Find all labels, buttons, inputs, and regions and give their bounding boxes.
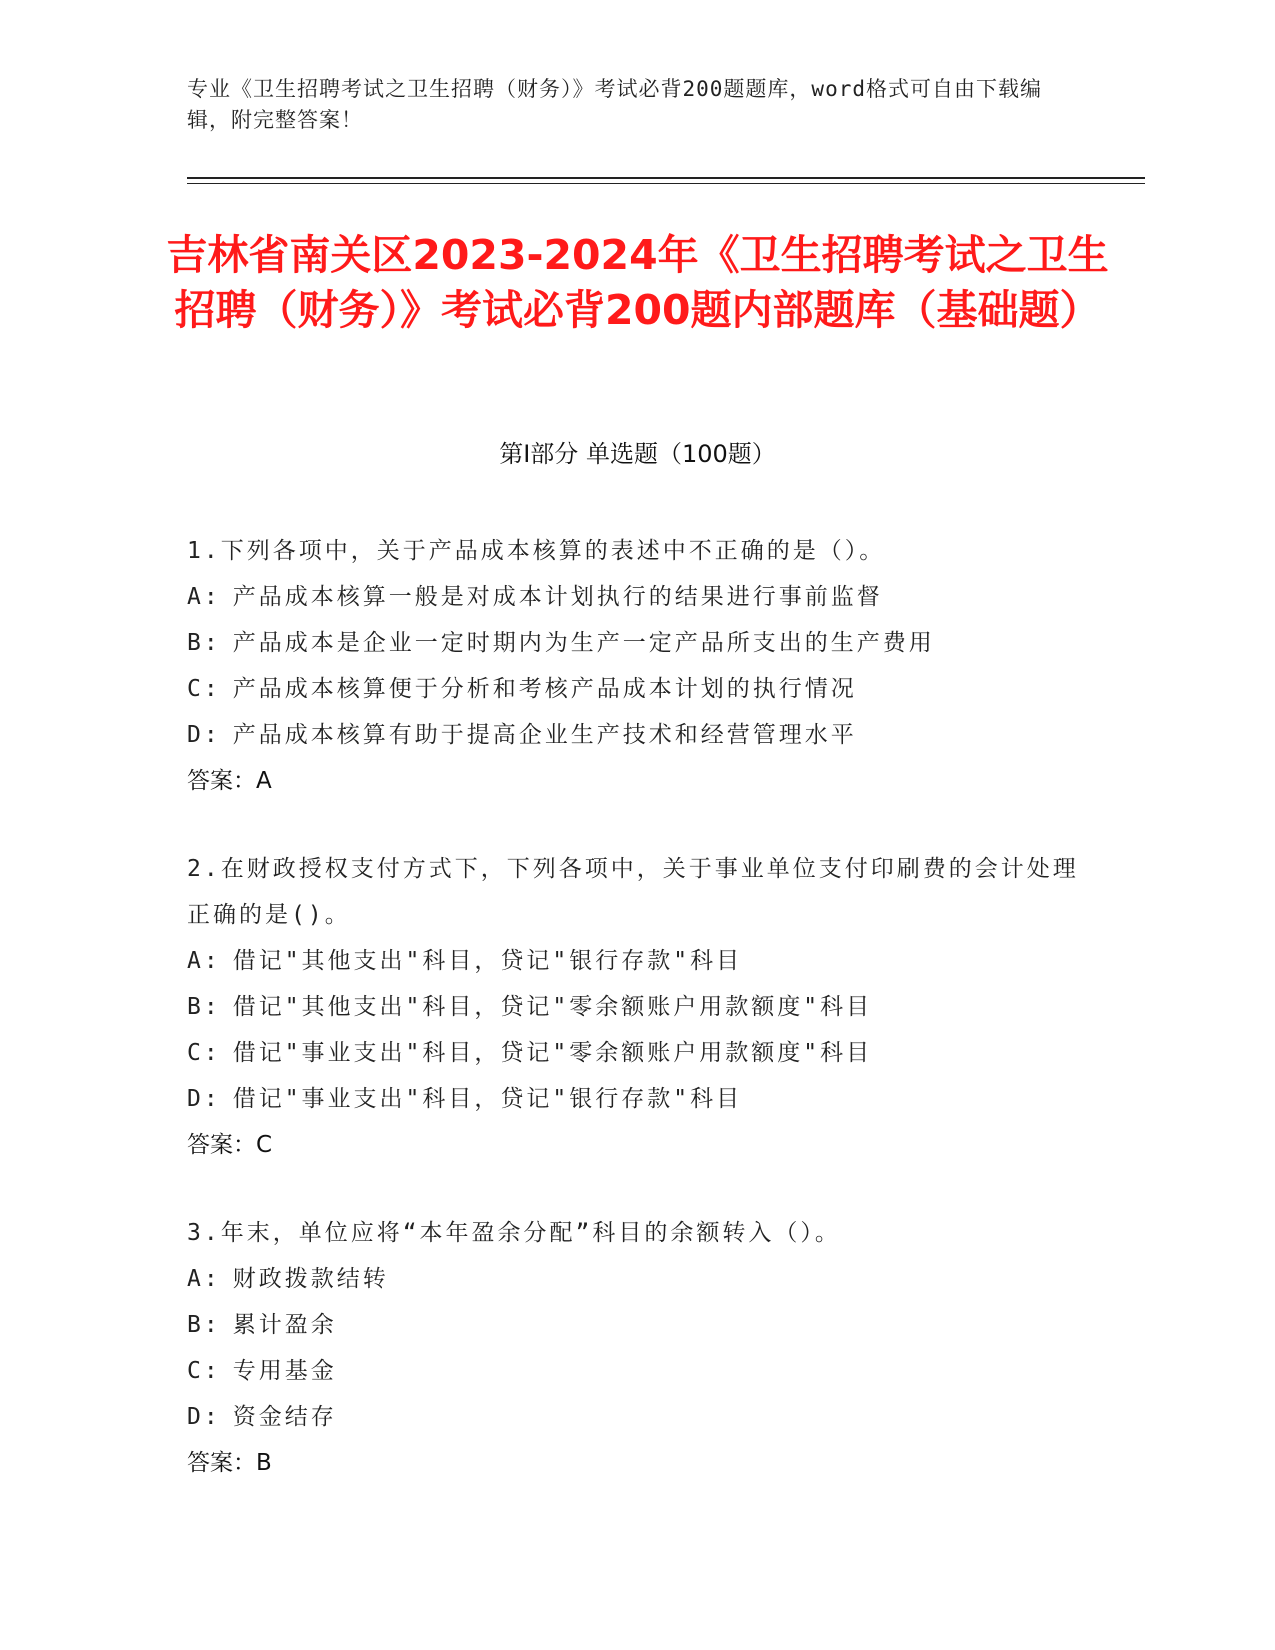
option-key: B:: [187, 630, 221, 656]
option-key: B:: [187, 994, 221, 1020]
option-text: 产品成本核算便于分析和考核产品成本计划的执行情况: [232, 676, 857, 702]
question-stem: 2.在财政授权支付方式下，下列各项中，关于事业单位支付印刷费的会计处理正确的是()。: [187, 856, 1079, 928]
option-d: [187, 712, 1087, 758]
question-stem: 1.下列各项中，关于产品成本核算的表述中不正确的是（）。: [187, 538, 886, 564]
document-title: 吉林省南关区2023-2024年《卫生招聘考试之卫生招聘（财务）》考试必背200题内部题库（基础题）: [166, 231, 1109, 334]
option-key: C:: [187, 1358, 221, 1384]
option-text: 财政拨款结转: [232, 1266, 389, 1292]
option-text: 借记"事业支出"科目，贷记"零余额账户用款额度"科目: [232, 1040, 873, 1066]
option-c: [187, 1348, 1087, 1394]
option-b: [187, 620, 1087, 666]
option-d: [187, 1076, 1087, 1122]
answer: 答案：C: [187, 1132, 273, 1158]
option-text: 借记"其他支出"科目，贷记"零余额账户用款额度"科目: [232, 994, 873, 1020]
option-a: [187, 1256, 1087, 1302]
option-text: 累计盈余: [232, 1312, 337, 1338]
option-key: D:: [187, 722, 221, 748]
question-1: [187, 528, 1087, 804]
question-stem: 3.年末，单位应将“本年盈余分配”科目的余额转入（）。: [187, 1220, 841, 1246]
header-note: 专业《卫生招聘考试之卫生招聘（财务）》考试必背200题题库，word格式可自由下载编辑，附完整答案！: [187, 77, 1042, 132]
option-c: [187, 666, 1087, 712]
option-key: A:: [187, 584, 221, 610]
option-b: [187, 984, 1087, 1030]
option-key: A:: [187, 948, 221, 974]
option-key: C:: [187, 1040, 221, 1066]
header-divider-thin: [187, 183, 1145, 184]
option-key: A:: [187, 1266, 221, 1292]
option-key: B:: [187, 1312, 221, 1338]
option-key: C:: [187, 676, 221, 702]
option-text: 借记"其他支出"科目，贷记"银行存款"科目: [232, 948, 743, 974]
option-c: [187, 1030, 1087, 1076]
question-3: [187, 1210, 1087, 1486]
option-text: 产品成本是企业一定时期内为生产一定产品所支出的生产费用: [232, 630, 935, 656]
section-title: 第I部分 单选题（100题）: [499, 440, 776, 468]
option-text: 专用基金: [232, 1358, 337, 1384]
answer: 答案：B: [187, 1450, 272, 1476]
option-text: 资金结存: [232, 1404, 337, 1430]
option-b: [187, 1302, 1087, 1348]
option-key: D:: [187, 1086, 221, 1112]
option-a: [187, 574, 1087, 620]
question-2: [187, 846, 1087, 1168]
answer: 答案：A: [187, 768, 272, 794]
option-text: 借记"事业支出"科目，贷记"银行存款"科目: [232, 1086, 743, 1112]
option-text: 产品成本核算一般是对成本计划执行的结果进行事前监督: [232, 584, 883, 610]
header-divider-thick: [187, 177, 1145, 179]
option-a: [187, 938, 1087, 984]
option-text: 产品成本核算有助于提高企业生产技术和经营管理水平: [232, 722, 857, 748]
option-d: [187, 1394, 1087, 1440]
option-key: D:: [187, 1404, 221, 1430]
question-list: [187, 528, 1087, 1528]
